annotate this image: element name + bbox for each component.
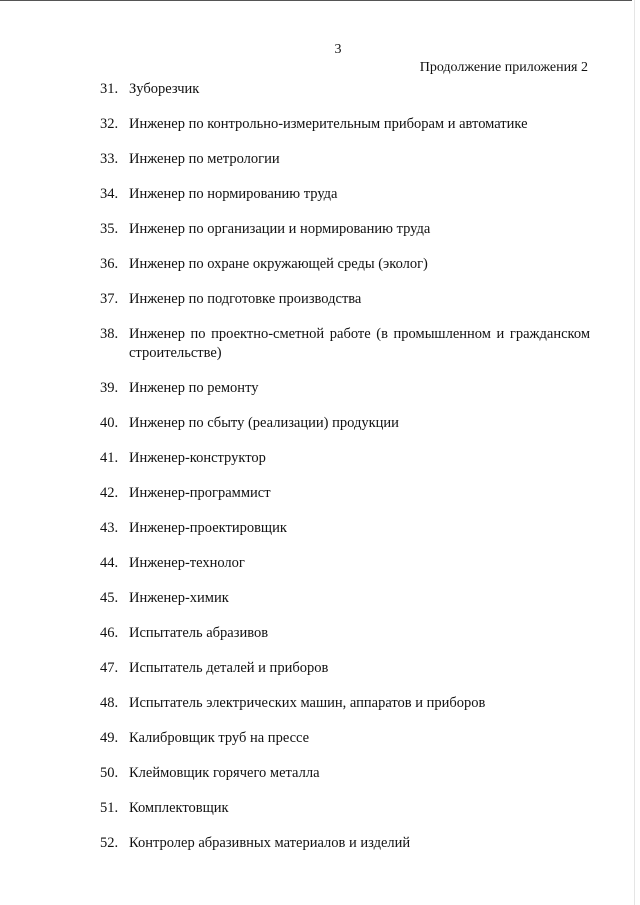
list-item: [100, 834, 590, 853]
item-text: Калибровщик труб на прессе: [129, 730, 310, 746]
item-text: Инженер по ремонту: [129, 380, 259, 396]
profession-list: [100, 80, 590, 869]
list-item: [100, 694, 590, 713]
item-text: Инженер по контрольно-измерительным приборам и автоматике: [129, 116, 528, 132]
item-text: Инженер по организации и нормированию труда: [129, 221, 431, 237]
list-item: [100, 729, 590, 748]
list-item: [100, 379, 590, 398]
list-item: [100, 589, 590, 608]
item-number: 51.: [100, 800, 119, 816]
item-text: Зуборезчик: [129, 81, 200, 97]
item-text: Инженер-проектировщик: [129, 520, 287, 536]
item-text: Инженер по проектно-сметной работе (в промышленном и гражданском строительстве): [129, 326, 590, 361]
list-item: [100, 624, 590, 643]
list-item: [100, 764, 590, 783]
item-text: Инженер по подготовке производства: [129, 291, 362, 307]
item-number: 42.: [100, 485, 119, 501]
right-border-line: [634, 0, 635, 905]
item-text: Инженер по нормированию труда: [129, 186, 338, 202]
list-item: [100, 220, 590, 239]
list-item: [100, 80, 590, 99]
list-item: [100, 554, 590, 573]
item-text: Инженер-программист: [129, 485, 271, 501]
item-text: Испытатель абразивов: [129, 625, 269, 641]
item-number: 36.: [100, 256, 119, 272]
list-item: [100, 519, 590, 538]
item-text: Инженер-конструктор: [129, 450, 266, 466]
list-item: [100, 255, 590, 274]
list-item: [100, 659, 590, 678]
item-text: Инженер по сбыту (реализации) продукции: [129, 415, 399, 431]
item-text: Инженер по охране окружающей среды (эколог): [129, 256, 428, 272]
item-number: 46.: [100, 625, 119, 641]
item-text: Комплектовщик: [129, 800, 229, 816]
item-number: 35.: [100, 221, 119, 237]
list-item: [100, 150, 590, 169]
item-number: 39.: [100, 380, 119, 396]
top-border-line: [0, 0, 632, 1]
item-number: 52.: [100, 835, 119, 851]
continuation-note: Продолжение приложения 2: [419, 60, 588, 75]
item-number: 45.: [100, 590, 119, 606]
item-number: 47.: [100, 660, 119, 676]
item-number: 38.: [100, 326, 119, 342]
item-text: Инженер-технолог: [129, 555, 245, 571]
list-item: [100, 325, 590, 363]
list-item: [100, 185, 590, 204]
item-number: 44.: [100, 555, 119, 571]
list-item: [100, 484, 590, 503]
item-number: 34.: [100, 186, 119, 202]
item-text: Инженер-химик: [129, 590, 229, 606]
item-text: Испытатель электрических машин, аппаратов и приборов: [129, 695, 486, 711]
item-number: 48.: [100, 695, 119, 711]
item-number: 41.: [100, 450, 119, 466]
item-text: Контролер абразивных материалов и изделий: [129, 835, 411, 851]
list-item: [100, 290, 590, 309]
item-text: Клеймовщик горячего металла: [129, 765, 320, 781]
item-number: 33.: [100, 151, 119, 167]
item-number: 50.: [100, 765, 119, 781]
item-text: Испытатель деталей и приборов: [129, 660, 329, 676]
item-number: 49.: [100, 730, 119, 746]
page-number: 3: [334, 42, 342, 57]
list-item: [100, 799, 590, 818]
item-number: 40.: [100, 415, 119, 431]
list-item: [100, 449, 590, 468]
item-text: Инженер по метрологии: [129, 151, 280, 167]
item-number: 31.: [100, 81, 119, 97]
item-number: 32.: [100, 116, 119, 132]
item-number: 43.: [100, 520, 119, 536]
list-item: [100, 414, 590, 433]
list-item: [100, 115, 590, 134]
item-number: 37.: [100, 291, 119, 307]
